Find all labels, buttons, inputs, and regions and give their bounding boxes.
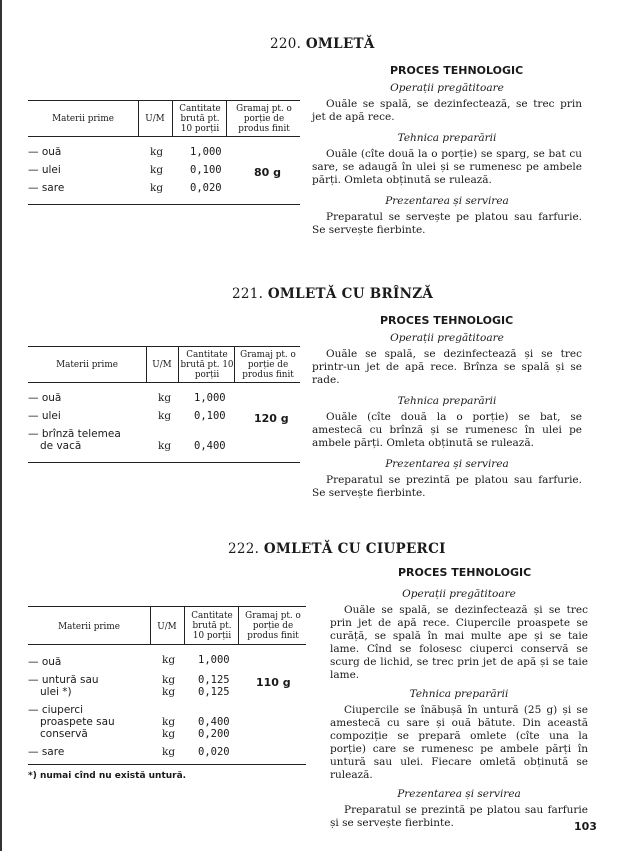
- section-text: Preparatul se prezintă pe platou sau farfurie și se servește fierbinte.: [330, 804, 588, 829]
- section-heading: Tehnica preparării: [409, 688, 509, 700]
- row-um: kg: [150, 146, 164, 158]
- row-name: — ciuperci: [28, 704, 84, 716]
- section-text: Ciupercile se înăbușă în untură (25 g) și se amestecă cu sare și ouă bătute. Din această compoziție se prepară omlete (cîte una la porție) care se rumenesc pe ambele părți în untură sau ulei. Fiecare omletă obținută se rulează.: [330, 704, 588, 781]
- row-name: — ouă: [28, 656, 62, 668]
- section-heading: Operații pregătitoare: [402, 588, 516, 600]
- row-name-cont: conservă: [40, 728, 88, 740]
- row-qty: 0,020: [198, 746, 230, 758]
- section-heading: Prezentarea și servirea: [385, 458, 509, 470]
- section-text: Ouăle (cîte două la o porție) se sparg, se bat cu sare, se adaugă în ulei și se rumenesc pe ambele părți. Omleta obținută se rulează.: [312, 148, 582, 186]
- row-qty: 0,125: [198, 674, 230, 686]
- page-edge: [0, 0, 2, 851]
- row-um: kg: [162, 746, 176, 758]
- gramaj-value: 80 g: [254, 166, 282, 179]
- gramaj-value: 120 g: [254, 412, 289, 425]
- process-heading: PROCES TEHNOLOGIC: [398, 566, 532, 579]
- row-qty: 1,000: [198, 654, 230, 666]
- row-name: — ulei: [28, 164, 61, 176]
- row-um: kg: [150, 164, 164, 176]
- row-um: kg: [158, 392, 172, 404]
- row-qty: 1,000: [190, 146, 222, 158]
- row-qty: 1,000: [194, 392, 226, 404]
- row-um: kg: [162, 728, 176, 740]
- footnote: *) numai cînd nu există untură.: [28, 771, 187, 781]
- row-um: kg: [158, 440, 172, 452]
- row-name: — ouă: [28, 392, 62, 404]
- col-materials: Materii prime: [58, 622, 120, 632]
- section-text: Ouăle se spală, se dezinfectează, se trec prin jet de apă rece.: [312, 98, 582, 123]
- col-qty: Cantitate brută pt. 10 porții: [180, 350, 234, 380]
- row-name: — untură sau: [28, 674, 99, 686]
- row-um: kg: [162, 654, 176, 666]
- recipe-title-222: 222. OMLETĂ CU CIUPERCI: [228, 541, 446, 557]
- col-gram: Gramaj pt. o porție de produs finit: [240, 350, 296, 380]
- col-um: U/M: [145, 114, 165, 124]
- row-qty: 0,400: [194, 440, 226, 452]
- section-heading: Operații pregătitoare: [390, 332, 504, 344]
- row-name: — ouă: [28, 146, 62, 158]
- col-gram: Gramaj pt. o porție de produs finit: [236, 104, 292, 134]
- col-materials: Materii prime: [52, 114, 114, 124]
- col-gram: Gramaj pt. o porție de produs finit: [245, 611, 301, 641]
- section-text: Ouăle (cîte două la o porție) se bat, se amestecă cu brînză și se rumenesc în ulei pe ambele părți. Omleta obținută se rulează.: [312, 411, 582, 449]
- process-text-222: [330, 588, 588, 830]
- row-name-cont: proaspete sau: [40, 716, 115, 728]
- row-name-cont: de vacă: [40, 440, 82, 452]
- section-text: Preparatul se prezintă pe platou sau farfurie. Se servește fierbinte.: [312, 474, 582, 499]
- row-um: kg: [162, 674, 176, 686]
- recipe-title-220: 220. OMLETĂ: [270, 36, 375, 52]
- col-um: U/M: [157, 622, 177, 632]
- section-heading: Prezentarea și servirea: [397, 788, 521, 800]
- row-qty: 0,020: [190, 182, 222, 194]
- section-text: Preparatul se servește pe platou sau farfurie. Se servește fierbinte.: [312, 211, 582, 236]
- row-name: — ulei: [28, 410, 61, 422]
- row-qty: 0,100: [194, 410, 226, 422]
- process-text-221: [312, 332, 582, 500]
- col-qty: Cantitate brută pt. 10 porții: [191, 611, 233, 641]
- row-qty: 0,100: [190, 164, 222, 176]
- recipe-title-221: 221. OMLETĂ CU BRÎNZĂ: [232, 286, 434, 302]
- ingredients-table: [28, 606, 306, 766]
- section-text: Ouăle se spală, se dezinfectează și se trec printr-un jet de apă rece. Brînza se spală și se rade.: [312, 348, 582, 386]
- section-heading: Tehnica preparării: [397, 395, 497, 407]
- section-text: Ouăle se spală, se dezinfectează și se trec prin jet de apă rece. Ciupercile proaspete se curăță, se spală în mai multe ape și se taie lame. Cînd se folosesc ciuperci conservă se scurg de lichid, se trec prin jet de apă și se taie lame.: [330, 604, 588, 681]
- row-name: — sare: [28, 182, 65, 194]
- row-name: — sare: [28, 746, 65, 758]
- row-qty: 0,200: [198, 728, 230, 740]
- ingredients-table: [28, 346, 300, 466]
- gramaj-value: 110 g: [256, 676, 291, 689]
- process-text-220: [312, 82, 582, 237]
- row-name: — brînză telemea: [28, 428, 121, 440]
- row-um: kg: [162, 686, 176, 698]
- section-heading: Tehnica preparării: [397, 132, 497, 144]
- row-um: kg: [162, 716, 176, 728]
- section-heading: Prezentarea și servirea: [385, 195, 509, 207]
- col-qty: Cantitate brută pt. 10 porții: [179, 104, 221, 134]
- process-heading: PROCES TEHNOLOGIC: [390, 64, 524, 77]
- process-heading: PROCES TEHNOLOGIC: [380, 314, 514, 327]
- section-heading: Operații pregătitoare: [390, 82, 504, 94]
- row-qty: 0,400: [198, 716, 230, 728]
- row-um: kg: [158, 410, 172, 422]
- row-name-cont: ulei *): [40, 686, 72, 698]
- page-number: 103: [574, 820, 597, 833]
- col-materials: Materii prime: [56, 360, 118, 370]
- row-qty: 0,125: [198, 686, 230, 698]
- row-um: kg: [150, 182, 164, 194]
- ingredients-table: [28, 100, 300, 210]
- col-um: U/M: [152, 360, 172, 370]
